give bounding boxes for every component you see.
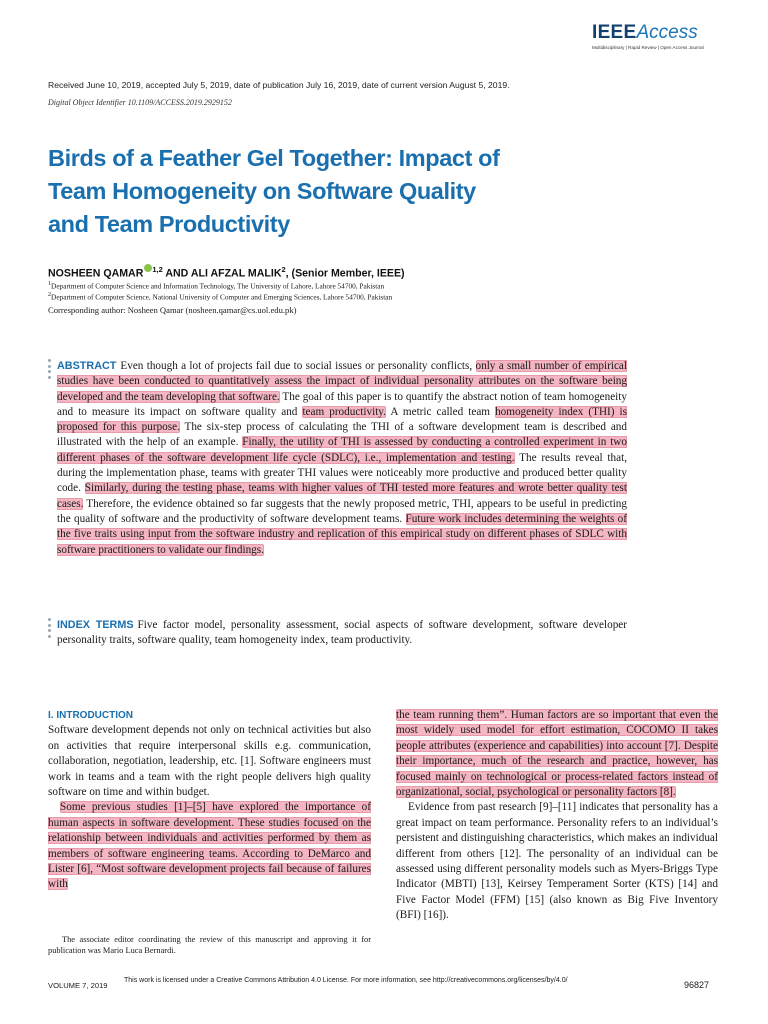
author-connector: AND ALI AFZAL MALIK [162,267,282,280]
logo-access: Access [636,22,698,43]
title-line: Birds of a Feather Gel Together: Impact of [48,145,500,171]
editor-footnote: The associate editor coordinating the review of this manuscript and approving it for publication was Mario Luca Bernardi. [48,935,371,956]
footer-license[interactable]: This work is licensed under a Creative Commons Attribution 4.0 License. For more information, see http://creativecommons.org/licenses/by/4.0/ [124,977,568,984]
right-column [396,708,718,924]
logo-ieee: IEEE [592,22,637,43]
highlight[interactable]: team productivity. [302,405,386,418]
paper-title [48,142,608,241]
abstract-text: Even though a lot of projects fail due to social issues or personality conflicts, [120,360,476,372]
author-1: NOSHEEN QAMAR [48,267,144,280]
highlight[interactable]: the team running them”. Human factors are so important that even the most widely used model for effort estimation, COCOMO II takes people attributes (experience and capabilities) into account [7]. Despite their importance, much of the research and practice, however, has focused mainly on technological or process-related factors instead of organizational, social, psychological or personality factors [8]. [396,709,718,799]
abstract-text: The six-step process of calculating the THI of a software development team is described and illustrated with the help of an example. [57,421,627,449]
affiliation-text: Department of Computer Science, National University of Computer and Emerging Sciences, Lahore 54700, Pakistan [51,292,393,302]
section-heading: I. INTRODUCTION [48,710,133,721]
author-2-suffix: , (Senior Member, IEEE) [285,267,405,280]
author-line [48,264,405,280]
paragraph [396,708,718,800]
abstract-dots-icon [48,359,51,381]
logo-tagline: Multidisciplinary | Rapid Review | Open Access Journal [592,45,704,50]
doi: Digital Object Identifier 10.1109/ACCESS.2019.2929152 [48,98,232,107]
highlight[interactable]: homogeneity index (THI) is proposed for this purpose. [57,405,628,434]
title-line: and Team Productivity [48,211,290,237]
affiliation-1 [48,281,384,290]
paragraph [48,800,371,892]
affiliation-text: Department of Computer Science and Information Technology, The University of Lahore, Lahore 54700, Pakistan [51,281,385,291]
affiliation-num: 1 [48,281,52,287]
abstract-text: A metric called team [385,405,496,418]
highlight[interactable]: only a small number of empirical studies have been conducted to quantitatively assess the impact of individual personality attributes on the software being developed and the team developing that software. [57,360,627,403]
affiliation-2 [48,292,392,301]
author-1-affil: 1,2 [152,265,163,274]
affiliation-num: 2 [48,292,52,298]
corresponding-author: Corresponding author: Nosheen Qamar (nosheen.qamar@cs.uol.edu.pk) [48,305,297,315]
abstract-label: ABSTRACT [57,360,117,372]
footer-page-number: 96827 [684,980,710,990]
paragraph: Evidence from past research [9]–[11] indicates that personality has a great impact on team performance. Personality refers to an individual’s persistent and distinguishing characteristics, which makes an individual different from others [12]. The personality of an individual can be assessed using different personality models such as Myers-Briggs Type Indicator (MBTI) [13], Keirsey Temperament Sorter (KTS) [14] and Five Factor Model (FFM) [15] (also known as Big Five Inventory (BFI) [16]). [396,801,718,922]
index-terms-dots-icon [48,618,51,640]
highlight[interactable]: Finally, the utility of THI is assessed by conducting a controlled experiment in two different phases of the software development life cycle (SDLC), i.e., implementation and testing. [57,436,627,464]
highlight[interactable]: Similarly, during the testing phase, teams with higher values of THI tested more features and wrote better quality test cases. [57,482,628,510]
paragraph: Software development depends not only on technical activities but also on activities that require interpersonal skills e.g. communication, collaboration, negotiation, leadership, etc. [1]. Software engineers must work in teams and a team with the right people delivers high quality software on time and within budget. [48,724,371,799]
author-2-affil: 2 [281,265,286,274]
index-terms [57,618,627,649]
index-terms-label: INDEX TERMS [57,619,134,631]
received-dates: Received June 10, 2019, accepted July 5, 2019, date of publication July 16, 2019, date of current version August 5, 2019. [48,80,510,90]
abstract-text: Therefore, the evidence obtained so far suggests that the newly proposed metric, THI, appears to be useful in predicting the quality of software and the productivity of software development teams. [57,497,627,525]
highlight[interactable]: Some previous studies [1]–[5] have explored the importance of human aspects in software development. These studies focused on the relationship between individuals and activities performed by them as members of software engineering teams. According to DeMarco and Lister [6], “Most software development projects fail because of failures with [48,801,371,891]
footer-volume: VOLUME 7, 2019 [48,981,108,990]
abstract-text: The goal of this paper is to quantify the abstract notion of team homogeneity and to measure its impact on software quality and [57,390,627,418]
abstract-text: The results reveal that, during the implementation phase, teams with greater THI values were noticeably more productive and produced better quality code. [57,451,627,495]
index-terms-text: Five factor model, personality assessment, social aspects of software development, software developer personality traits, software quality, team homogeneity index, team productivity. [57,619,627,647]
left-column [48,708,371,893]
journal-logo [592,22,718,58]
title-line: Team Homogeneity on Software Quality [48,178,476,204]
abstract [57,359,627,558]
highlight[interactable]: Future work includes determining the weights of the five traits using input from the software industry and replication of this empirical study on different phases of SDLC with software practitioners to validate our findings. [57,512,627,556]
